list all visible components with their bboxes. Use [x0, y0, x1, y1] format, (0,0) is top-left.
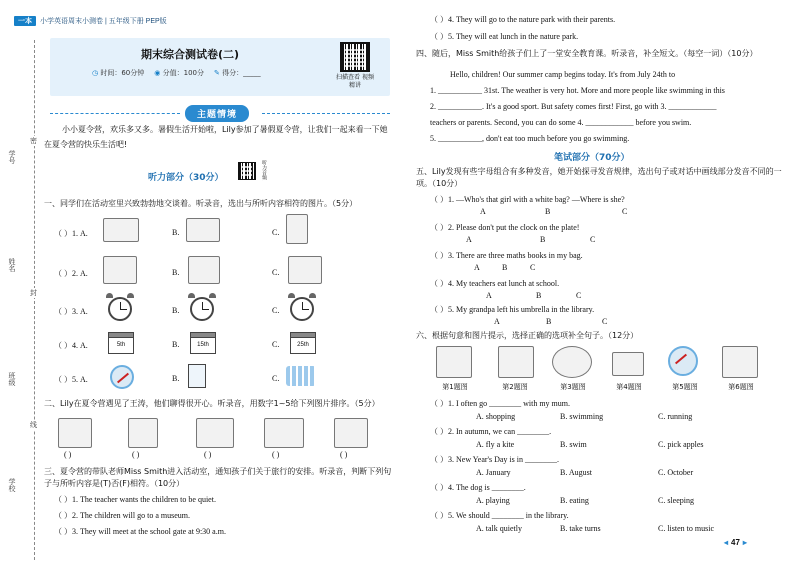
picture-2c	[288, 256, 322, 284]
q3-item-3[interactable]: （ ）3. They will meet at the school gate at 9:30 a.m.	[54, 527, 226, 536]
margin-class: 班级	[8, 372, 16, 386]
q5-5-b: B	[546, 317, 552, 326]
q5-item-3[interactable]: （ ）3. There are three maths books in my bag.	[430, 251, 583, 260]
q2-picture-4	[264, 418, 304, 448]
q5-item-4[interactable]: （ ）4. My teachers eat lunch at school.	[430, 279, 560, 288]
q6-4-a[interactable]: A. playing	[476, 496, 510, 505]
ribbon-line-left	[50, 113, 180, 114]
margin-fold-feng: 封	[30, 289, 37, 297]
q1-2-c-label: C.	[272, 268, 280, 277]
q5-1-c: C	[622, 207, 628, 216]
q5-2-c: C	[590, 235, 596, 244]
q1-row-3[interactable]: （ ）3. A.	[54, 307, 88, 316]
q2-blank-1[interactable]: ( )	[64, 450, 72, 459]
q6-5-a[interactable]: A. talk quietly	[476, 524, 522, 533]
q2-blank-5[interactable]: ( )	[340, 450, 348, 459]
q1-1-c-label: C.	[272, 228, 280, 237]
q6-caption-1: 第1题图	[442, 383, 468, 391]
q6-picture-1	[436, 346, 472, 378]
picture-1a	[103, 218, 139, 242]
q6-2-c[interactable]: C. pick apples	[658, 440, 704, 449]
q5-prompt: 五、Lily发现有些字母组合有多种发音，她开始探寻发音规律，选出句子或对话中画线部分发音不同的一项。（10分）	[416, 167, 782, 188]
listening-title: 听力部分（30分）	[148, 173, 224, 183]
q6-picture-6	[722, 346, 758, 378]
q6-prompt: 六、根据句意和图片提示，选择正确的选项补全句子。（12分）	[416, 331, 639, 340]
calendar-icon: 15th	[190, 332, 216, 354]
q5-4-a: A	[486, 291, 492, 300]
q4-prompt: 四、随后，Miss Smith给孩子们上了一堂安全教育课。听录音，补全短文。（每空一词）（10分）	[416, 49, 758, 58]
q6-picture-2	[498, 346, 534, 378]
page-number	[724, 538, 747, 547]
q4-line-3[interactable]: 2. ___________. It's a good sport. But safety comes first! First, go with 3. ____________	[430, 102, 717, 111]
q6-1-b[interactable]: B. swimming	[560, 412, 604, 421]
q2-prompt: 二、Lily在夏令营遇见了王涛，他们聊得很开心。听录音，用数字1~5给下列图片排序。（5分）	[44, 399, 380, 408]
q2-picture-1	[58, 418, 92, 448]
picture-5b	[188, 364, 206, 388]
q5-item-5[interactable]: （ ）5. My grandpa left his umbrella in the library.	[430, 305, 595, 314]
q6-item-1-stem[interactable]: （ ）1. I often go ________ with my mum.	[430, 399, 570, 408]
q6-item-2-stem[interactable]: （ ）2. In autumn, we can ________.	[430, 427, 552, 436]
q1-1-b-label: B.	[172, 228, 180, 237]
q2-picture-3	[196, 418, 234, 448]
score-icon: ◉	[154, 69, 161, 77]
q1-prompt: 一、同学们在活动室里兴致勃勃地交谈着。听录音，选出与所听内容相符的图片。（5分）	[44, 199, 358, 208]
q5-item-1[interactable]: （ ）1. —Who's that girl with a white bag? —Where is she?	[430, 195, 625, 204]
q6-caption-4: 第4题图	[616, 383, 642, 391]
q5-3-a: A	[474, 263, 480, 272]
q5-5-a: A	[494, 317, 500, 326]
q6-picture-3	[552, 346, 592, 378]
q3-prompt: 三、夏令营的带队老师Miss Smith进入活动室，通知孩子们关于旅行的安排。听录音，判断下列句子与所听内容是(T)否(F)相符。（10分）	[44, 467, 392, 488]
q2-blank-3[interactable]: ( )	[204, 450, 212, 459]
q6-3-a[interactable]: A. January	[476, 468, 511, 477]
q5-2-a: A	[466, 235, 472, 244]
q6-3-c[interactable]: C. October	[658, 468, 694, 477]
q4-line-4[interactable]: teachers or parents. Second, you can do some 4. ____________ before you swim.	[430, 118, 692, 127]
margin-school: 学校	[8, 478, 16, 492]
q1-row-2[interactable]: （ ）2. A.	[54, 269, 88, 278]
q1-3-c-label: C.	[272, 306, 280, 315]
next-page-icon[interactable]: ▸	[742, 538, 747, 547]
q2-blank-2[interactable]: ( )	[132, 450, 140, 459]
q6-2-a[interactable]: A. fly a kite	[476, 440, 515, 449]
q1-3-b-label: B.	[172, 306, 180, 315]
q6-4-b[interactable]: B. eating	[560, 496, 589, 505]
exam-title: 期末综合测试卷(二)	[140, 48, 240, 61]
series-title: 小学英语周末小测卷 | 五年级下册 PEP版	[40, 18, 167, 25]
calendar-icon: 25th	[290, 332, 316, 354]
q6-5-c[interactable]: C. listen to music	[658, 524, 714, 533]
picture-5c	[286, 366, 316, 386]
audio-qr-caption: 听力音频	[261, 160, 267, 180]
q5-5-c: C	[602, 317, 608, 326]
q2-picture-5	[334, 418, 368, 448]
exam-meta	[92, 68, 261, 78]
margin-fold-xian: 线	[30, 421, 37, 429]
q1-5-c-label: C.	[272, 374, 280, 383]
q1-row-4[interactable]: （ ）4. A.	[54, 341, 88, 350]
margin-fold-mi: 密	[30, 137, 37, 145]
picture-2b	[188, 256, 220, 284]
q5-1-a: A	[480, 207, 486, 216]
ribbon-line-right	[262, 113, 390, 114]
page-number-value: 47	[731, 538, 740, 547]
q1-row-1[interactable]: （ ）1. A.	[54, 229, 88, 238]
exam-total: 分值：100分	[162, 69, 204, 77]
q1-4-c-label: C.	[272, 340, 280, 349]
q6-2-b[interactable]: B. swim	[560, 440, 587, 449]
picture-2a	[103, 256, 137, 284]
q6-item-3-stem[interactable]: （ ）3. New Year's Day is in ________.	[430, 455, 559, 464]
no-talking-sign-icon	[668, 346, 698, 376]
q6-caption-3: 第3题图	[560, 383, 586, 391]
q2-picture-2	[128, 418, 158, 448]
theme-ribbon: 主题情境	[185, 105, 249, 122]
picture-1b	[186, 218, 220, 242]
calendar-icon: 5th	[108, 332, 134, 354]
q1-row-5[interactable]: （ ）5. A.	[54, 375, 88, 384]
q3-item-5[interactable]: （ ）5. They will eat lunch in the nature park.	[430, 32, 579, 41]
q1-4-b-label: B.	[172, 340, 180, 349]
q5-2-b: B	[540, 235, 546, 244]
q2-blank-4[interactable]: ( )	[272, 450, 280, 459]
prev-page-icon[interactable]: ◂	[724, 538, 729, 547]
q4-line-1: Hello, children! Our summer camp begins today. It's from July 24th to	[450, 70, 676, 79]
q6-item-4-stem[interactable]: （ ）4. The dog is ________.	[430, 483, 526, 492]
no-noise-sign-icon	[110, 365, 134, 389]
q5-item-2[interactable]: （ ）2. Please don't put the clock on the plate!	[430, 223, 580, 232]
q6-caption-2: 第2题图	[502, 383, 528, 391]
q5-4-c: C	[576, 291, 582, 300]
theme-intro: 小小夏令营，欢乐多又多。暑假生活开始啦，Lily参加了暑假夏令营，让我们一起来看一下她在夏令营的快乐生活吧!	[44, 125, 388, 149]
q5-4-b: B	[536, 291, 542, 300]
binding-line	[34, 40, 35, 560]
q6-picture-4	[612, 352, 644, 376]
exam-time: 时间：60分钟	[100, 69, 145, 77]
writing-title: 笔试部分（70分）	[554, 153, 630, 163]
audio-qr-code[interactable]	[238, 162, 256, 180]
q1-2-b-label: B.	[172, 268, 180, 277]
q6-caption-6: 第6题图	[728, 383, 754, 391]
video-qr-caption: 扫描查看 视频精讲	[336, 74, 374, 89]
margin-name: 姓名	[8, 258, 16, 272]
series-badge: 一本	[14, 16, 36, 26]
q6-4-c[interactable]: C. sleeping	[658, 496, 694, 505]
q6-3-b[interactable]: B. August	[560, 468, 593, 477]
q4-line-2[interactable]: 1. ___________ 31st. The weather is very hot. More and more people like swimming in this	[430, 86, 725, 95]
q4-line-5[interactable]: 5. ___________, don't eat too much before you go swimming.	[430, 134, 630, 143]
q5-3-b: B	[502, 263, 508, 272]
q3-item-4[interactable]: （ ）4. They will go to the nature park with their parents.	[430, 15, 616, 24]
q6-caption-5: 第5题图	[672, 383, 698, 391]
q3-item-1[interactable]: （ ）1. The teacher wants the children to be quiet.	[54, 495, 216, 504]
q5-3-c: C	[530, 263, 536, 272]
title-box	[50, 38, 390, 96]
exam-score: 得分：_____	[222, 69, 261, 77]
q3-item-2[interactable]: （ ）2. The children will go to a museum.	[54, 511, 190, 520]
q1-5-b-label: B.	[172, 374, 180, 383]
q6-1-a[interactable]: A. shopping	[476, 412, 516, 421]
q6-1-c[interactable]: C. running	[658, 412, 693, 421]
margin-student-id: 学号	[8, 150, 16, 164]
series-header	[14, 16, 167, 26]
q6-item-5-stem[interactable]: （ ）5. We should ________ in the library.	[430, 511, 569, 520]
picture-1c	[286, 214, 308, 244]
pencil-icon: ✎	[213, 69, 220, 77]
q6-5-b[interactable]: B. take turns	[560, 524, 601, 533]
q5-1-b: B	[545, 207, 551, 216]
clock-icon: ◷	[92, 69, 99, 77]
video-qr-code[interactable]	[340, 42, 370, 72]
